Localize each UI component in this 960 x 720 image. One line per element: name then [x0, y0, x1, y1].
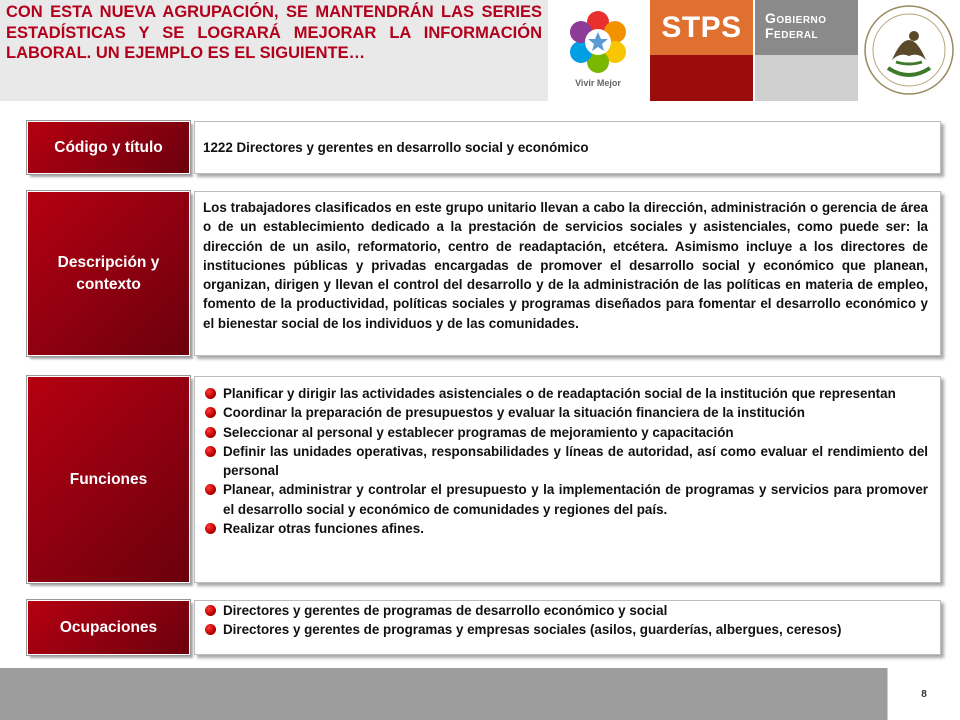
list-item — [203, 620, 928, 639]
descripcion-text: Los trabajadores clasificados en este grupo unitario llevan a cabo la dirección, administración o gerencia de área o de un establecimiento dedicado a la prestación de servicios sociales y asistenciales, como puede ser: la dirección de un asilo, reformatorio, centro de readaptación, etcétera. Asimismo incluye a los directores de instituciones públicas y privadas encargadas de promover el desarrollo social y económico que planean, organizan, dirigen y llevan el control del desarrollo y de la administración de las políticas en materia de empleo, fomento de la productividad, políticas sociales y programas diseñados para fomentar el desarrollo económico y el bienestar social de los individuos y de las comunidades. — [203, 200, 928, 331]
bullet-icon — [205, 605, 216, 616]
funciones-label: Funciones — [27, 376, 190, 583]
bullet-icon — [205, 523, 216, 534]
funcion-text: Planear, administrar y controlar el presupuesto y la implementación de programas y servicios para promover el desarrollo social y económico de comunidades y regiones del país. — [223, 482, 928, 517]
funcion-text: Seleccionar al personal y establecer programas de mejoramiento y capacitación — [223, 424, 734, 440]
bullet-icon — [205, 388, 216, 399]
ocupaciones-label: Ocupaciones — [27, 600, 190, 655]
descripcion-label: Descripción y contexto — [27, 191, 190, 356]
funcion-text: Coordinar la preparación de presupuestos y evaluar la situación financiera de la institución — [223, 405, 805, 421]
gobierno-federal-logo — [755, 0, 858, 101]
list-item — [203, 403, 928, 422]
list-item — [203, 384, 928, 403]
federal-line: Federal — [765, 25, 819, 41]
list-item — [203, 480, 928, 519]
list-item — [203, 519, 928, 538]
list-item — [203, 442, 928, 481]
funcion-text: Definir las unidades operativas, responsabilidades y líneas de autoridad, así como evaluar el rendimiento del personal — [223, 443, 928, 479]
vivir-mejor-logo — [556, 8, 640, 96]
ocupaciones-list — [203, 601, 928, 640]
stps-logo — [650, 0, 753, 101]
bullet-icon — [205, 484, 216, 495]
gobierno-bottom-band — [755, 55, 858, 101]
funcion-text: Realizar otras funciones afines. — [223, 521, 424, 537]
footer-bar — [0, 668, 887, 720]
header-title-box — [0, 0, 548, 101]
page-number: 8 — [887, 668, 960, 720]
bullet-icon — [205, 446, 216, 457]
list-item — [203, 601, 928, 620]
gobierno-federal-text — [755, 0, 858, 55]
stps-text: STPS — [650, 0, 753, 55]
stps-bottom-band — [650, 55, 753, 101]
flower-icon — [556, 8, 640, 78]
page-title: CON ESTA NUEVA AGRUPACIÓN, SE MANTENDRÁN LAS SERIES ESTADÍSTICAS Y SE LOGRARÁ MEJORAR LA INFORMACIÓN LABORAL. UN EJEMPLO ES EL SIGUIENTE… — [6, 3, 542, 62]
codigo-titulo-text: 1222 Directores y gerentes en desarrollo social y económico — [203, 139, 589, 155]
descripcion-box — [194, 191, 941, 356]
funcion-text: Planificar y dirigir las actividades asistenciales o de readaptación social de la institución que representan — [223, 386, 896, 401]
funciones-box — [194, 376, 941, 583]
bullet-icon — [205, 427, 216, 438]
bullet-icon — [205, 624, 216, 635]
codigo-titulo-label: Código y título — [27, 121, 190, 174]
gobierno-line: Gobierno — [765, 10, 827, 26]
ocupaciones-box — [194, 600, 941, 655]
bullet-icon — [205, 407, 216, 418]
vivir-mejor-text: Vivir Mejor — [575, 78, 621, 88]
codigo-titulo-box — [194, 121, 941, 174]
funciones-list — [203, 384, 928, 538]
ocupacion-text: Directores y gerentes de programas de desarrollo económico y social — [223, 603, 668, 618]
national-seal-icon — [862, 2, 956, 98]
list-item — [203, 423, 928, 442]
ocupacion-text: Directores y gerentes de programas y empresas sociales (asilos, guarderías, albergues, ceresos) — [223, 622, 842, 638]
